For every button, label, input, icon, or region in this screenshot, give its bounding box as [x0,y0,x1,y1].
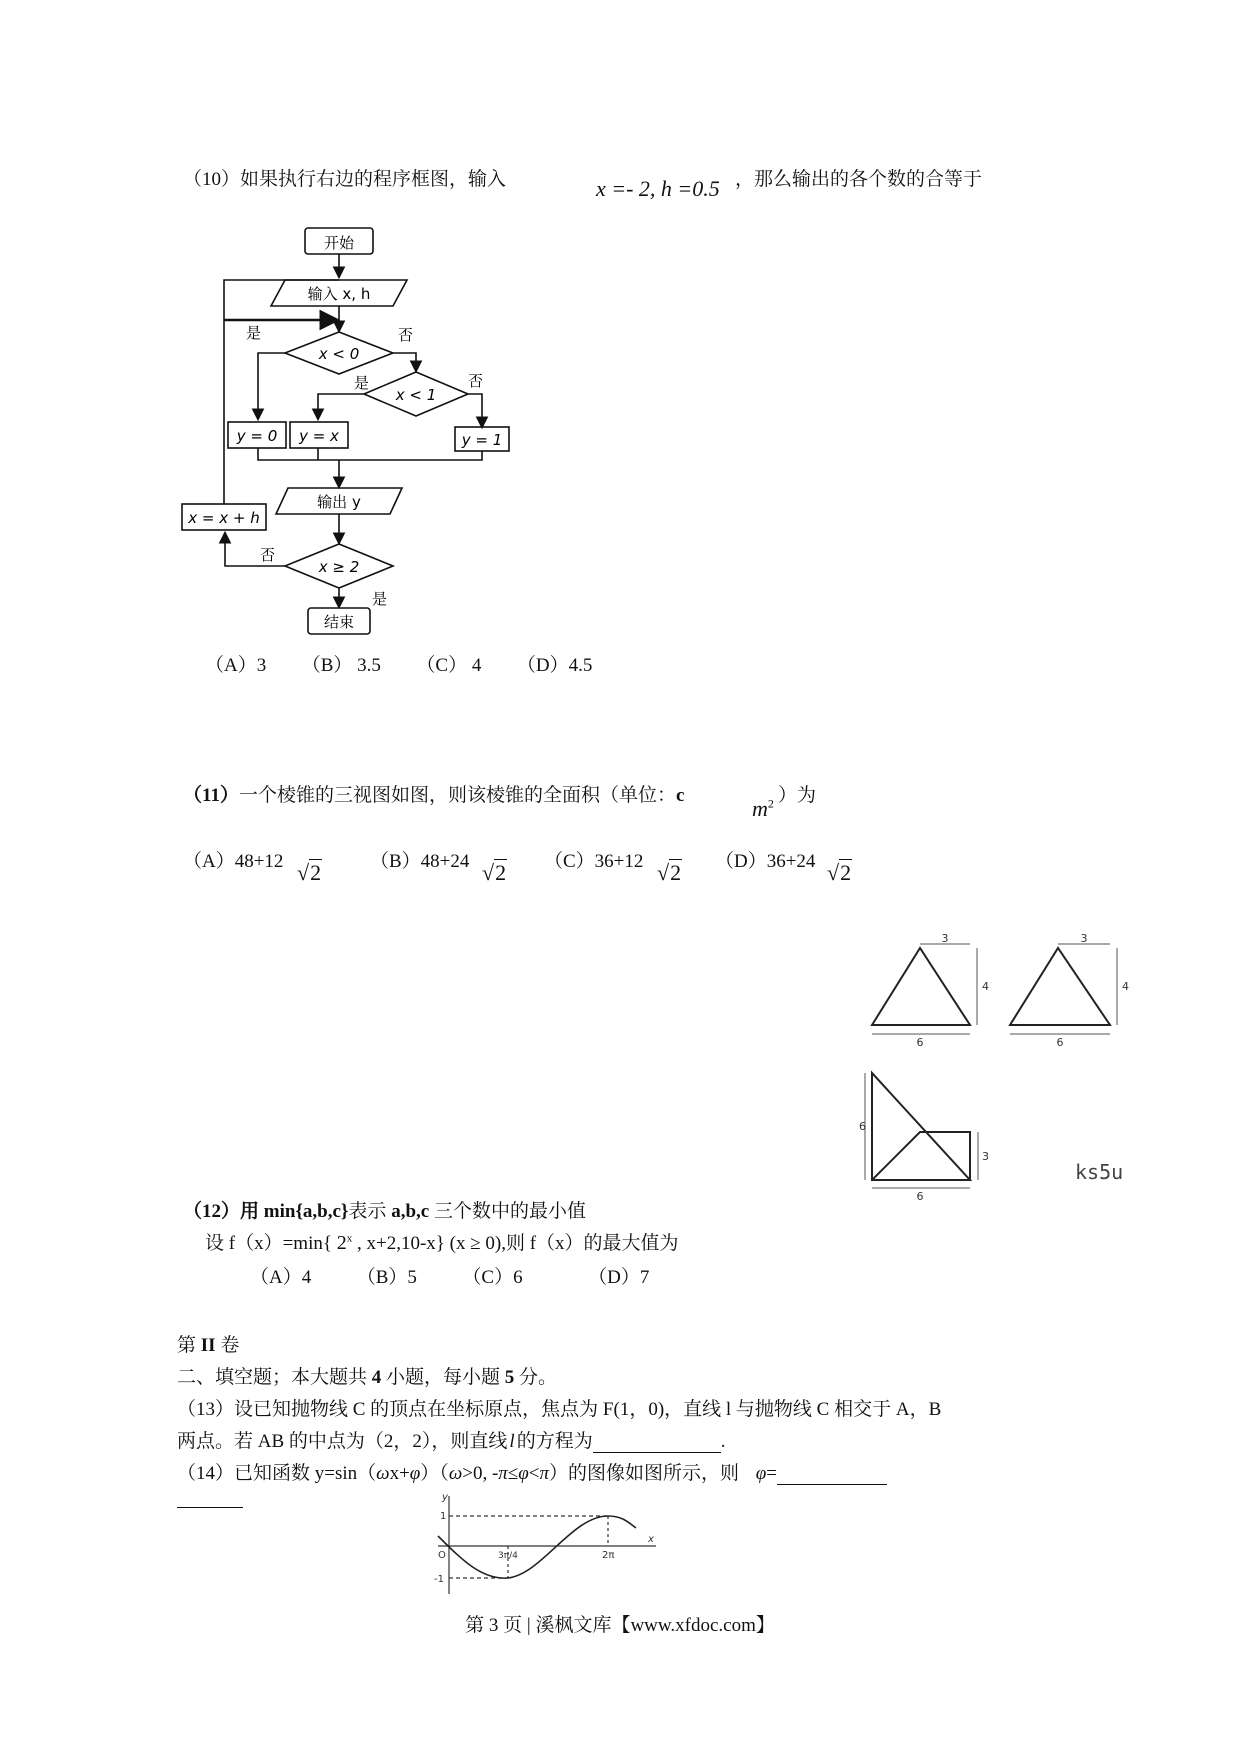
q12-exp: x [346,1232,353,1245]
q10-stem-end: ，那么输出的各个数的合等于 [735,169,983,190]
q11-stem [183,780,684,807]
top-right-label: 3 [982,1150,989,1163]
q14-omega-2: ω [448,1463,463,1484]
q11-unit-exp: 2 [767,796,774,811]
q11-option-b-label: （B）48+24 [370,851,470,872]
fc-update-label: x = x + h [188,509,260,527]
q12-option-a[interactable]: （A）4 [250,1267,312,1288]
q14-line1 [177,1458,887,1485]
fc-cond2-label: x < 1 [395,386,437,404]
q12-line2 [205,1228,679,1255]
q14-eq: = [766,1463,778,1484]
top-left-label: 6 [859,1120,866,1133]
section-heading [177,1362,557,1389]
q11-unit-m-text: m [752,796,768,821]
q10-stem-text: （10）如果执行右边的程序框图，输入 [183,169,507,190]
q11-option-a[interactable] [183,846,283,873]
q14-phi-2: φ [518,1463,529,1484]
fc-box-y0-label: y = 0 [236,427,278,445]
flowchart [170,220,530,640]
side-view-triangle [1010,948,1110,1025]
q13-line2-a: 两点。若 AB 的中点为（2，2），则直线 [177,1431,508,1452]
graph-one-label: 1 [440,1511,447,1522]
fc-output-label: 输出 y [317,493,361,511]
q12-stem-end: 三个数中的最小值 [429,1201,586,1222]
fc-box-y1-label: y = 1 [461,431,503,449]
ks5u-watermark: ks5u [1075,1160,1124,1184]
q13-line2-end: . [720,1431,726,1452]
q11-option-d-rad: 2 [840,860,852,885]
fc-box-yx-label: y = x [299,427,339,445]
graph-origin-label: O [438,1550,446,1561]
side-side-label: 4 [1122,980,1129,993]
q14-paren: ）（ [420,1463,449,1484]
q12-option-b[interactable]: （B）5 [356,1267,417,1288]
fc-cond3-label: x ≥ 2 [318,558,360,576]
top-bottom-label: 6 [916,1190,924,1203]
q12-min-expr: min{a,b,c} [263,1201,349,1222]
fc-no-1: 否 [398,326,414,344]
q14-phi-3: φ [755,1463,767,1484]
fc-start-label: 开始 [323,234,355,252]
fc-end-label: 结束 [323,613,355,631]
q12-base: 2 [336,1232,347,1254]
front-view-triangle [872,948,970,1025]
q14-phi: φ [409,1463,421,1484]
q11-option-a-rad: 2 [310,860,322,885]
fc-input-label: 输入 x, h [307,285,371,303]
fc-cond1-label: x < 0 [318,345,360,363]
q13-answer-blank[interactable] [593,1432,721,1453]
q14-lt: < [528,1463,540,1484]
q14-pi-1: π [498,1463,508,1484]
q11-unit-m [752,796,774,822]
q14-x-plus: x+ [389,1463,410,1484]
q12-line2-a: 设 f（x）=min{ [205,1233,337,1254]
q10-option-b[interactable]: （B） 3.5 [301,655,381,676]
front-side-label: 4 [982,980,989,993]
q10-stem [183,164,506,191]
q14-le: ≤ [507,1463,519,1484]
q12-abc: a,b,c [391,1201,430,1222]
q10-options [205,650,592,677]
q10-option-c[interactable]: （C） 4 [416,655,482,676]
q11-num: （11） [183,785,239,806]
q12-line2-b: , x+2,10-x} (x ≥ 0),则 f（x）的最大值为 [352,1233,679,1254]
q13-line2-b: 的方程为 [516,1431,593,1452]
q10-option-a[interactable]: （A）3 [205,655,267,676]
graph-x-label: x [648,1534,654,1545]
q12-options [250,1262,649,1289]
q14-answer-blank[interactable] [777,1464,887,1485]
section-title-c: 卷 [215,1335,240,1356]
q11-option-c-rad: 2 [670,860,682,885]
q11-option-d-label: （D）36+24 [715,851,816,872]
section-heading-a: 二、填空题；本大题共 [177,1367,372,1388]
fc-yes-1: 是 [246,324,262,342]
q11-stem-end: ）为 [778,785,817,806]
q12-power [337,1232,353,1254]
q11-option-a-sqrt: √2 [297,860,322,885]
q11-option-b[interactable] [370,846,469,873]
q12-option-d[interactable]: （D）7 [588,1267,650,1288]
section-title-a: 第 [177,1335,201,1356]
q11-option-b-sqrt: √2 [482,860,507,885]
q11-option-c[interactable] [544,846,643,873]
q10-option-d[interactable]: （D）4.5 [516,655,593,676]
q13-line1: （13）设已知抛物线 C 的顶点在坐标原点，焦点为 F(1，0)，直线 l 与抛物线 C 相交于 A，B [177,1399,942,1420]
q12-num: （12）用 [183,1201,264,1222]
q12-line1 [183,1196,586,1223]
front-top-label: 3 [941,932,949,945]
section-heading-b: 4 [371,1367,382,1388]
section-heading-e: 分。 [514,1367,558,1388]
top-view-inner [872,1132,970,1180]
q12-option-c[interactable]: （C）6 [462,1267,523,1288]
q11-option-b-rad: 2 [495,860,507,885]
q14-answer-blank-cont[interactable] [177,1507,243,1508]
q14-omega: ω [376,1463,390,1484]
section-heading-c: 小题，每小题 [381,1367,505,1388]
q13-line2 [177,1426,725,1453]
q11-option-a-label: （A）48+12 [183,851,284,872]
front-bottom-label: 6 [916,1036,924,1049]
q14-pi-2: π [539,1463,550,1484]
graph-neg-one-label: -1 [434,1574,444,1585]
fc-no-3: 否 [260,546,276,564]
q14-line1-a: （14）已知函数 y=sin（ [177,1463,377,1484]
q14-cond-a: >0, - [462,1463,499,1484]
fc-no-2: 否 [468,372,484,390]
graph-tick-3pi4: 3π/4 [498,1551,518,1561]
q11-option-d[interactable] [715,846,815,873]
page-footer: 第 3 页 | 溪枫文库【www.xfdoc.com】 [465,1615,775,1636]
section-title-b: II [200,1335,216,1356]
q14-line1-b: ）的图像如图所示，则 [549,1463,740,1484]
sine-curve [438,1516,636,1578]
q11-option-c-sqrt: √2 [657,860,682,885]
q14-sine-graph [432,1490,662,1600]
q11-option-d-sqrt: √2 [827,860,852,885]
fc-yes-3: 是 [372,590,388,608]
section-title [177,1330,239,1357]
q10-math: x =- 2, h =0.5 [596,176,720,201]
q11-option-c-label: （C）36+12 [544,851,644,872]
side-top-label: 3 [1080,932,1088,945]
section-heading-d: 5 [504,1367,515,1388]
q11-stem-text: 一个棱锥的三视图如图，则该棱锥的全面积（单位： [238,785,676,806]
q12-stem-mid: 表示 [348,1201,392,1222]
q13-line-l: l [509,1431,515,1452]
graph-tick-2pi: 2π [602,1550,615,1561]
graph-y-label: y [442,1492,448,1503]
fc-yes-2: 是 [354,374,370,392]
side-bottom-label: 6 [1056,1036,1064,1049]
q11-unit-c: c [675,785,685,806]
